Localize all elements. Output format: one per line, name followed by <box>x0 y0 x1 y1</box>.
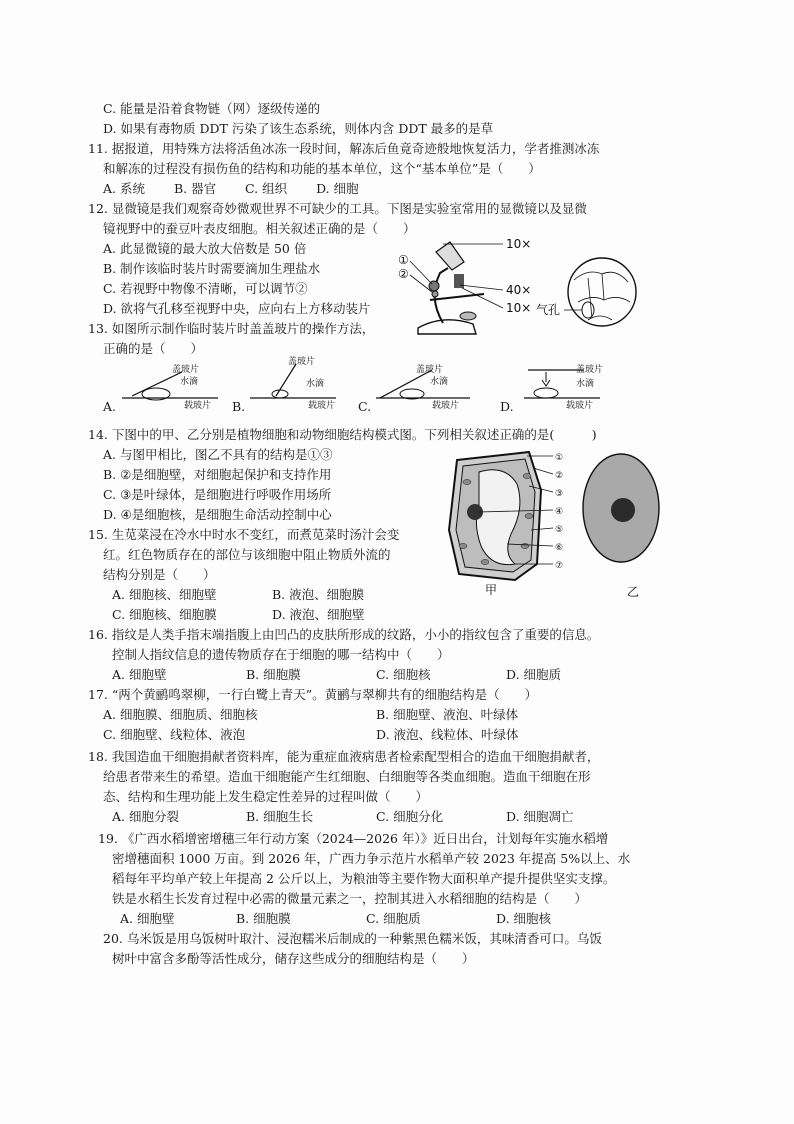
q15-stem-line3: 结构分别是（ ） <box>103 567 216 582</box>
q16-option-c: C. 细胞核 <box>376 667 431 682</box>
q18-stem-line1: 18. 我国造血干细胞捐献者资料库，能为重症血液病患者检索配型相合的造血干细胞捐献者， <box>88 749 600 764</box>
svg-text:⑤: ⑤ <box>555 525 564 535</box>
objective-magnification: 40× <box>506 283 532 297</box>
q18-option-c: C. 细胞分化 <box>376 809 444 824</box>
q13-stem-line1: 13. 如图所示制作临时装片时盖盖玻片的操作方法， <box>88 321 375 336</box>
marker-1: ① <box>398 253 409 267</box>
q19-option-b: B. 细胞膜 <box>236 911 291 926</box>
fine-knob <box>432 291 438 297</box>
q14-option-d: D. ④是细胞核，是细胞生命活动控制中心 <box>103 507 332 522</box>
q12-option-b: B. 制作该临时装片时需要滴加生理盐水 <box>103 261 321 276</box>
svg-text:水滴: 水滴 <box>430 377 449 387</box>
svg-text:①: ① <box>555 453 564 463</box>
q15-stem-line1: 15. 生苋菜浸在冷水中时水不变红，而煮苋菜时汤汁会变 <box>88 527 400 542</box>
coverslip-option-a <box>118 358 238 413</box>
q18-stem-line2: 给患者带来生的希望。造血干细胞能产生红细胞、白细胞等各类血细胞。造血干细胞在形 <box>103 769 591 784</box>
microscope-figure <box>388 228 638 343</box>
animal-nucleus <box>611 498 635 522</box>
microscope-mirror <box>460 312 476 320</box>
svg-text:②: ② <box>555 471 564 481</box>
svg-text:载玻片: 载玻片 <box>308 401 336 411</box>
svg-text:⑦: ⑦ <box>555 561 564 571</box>
q17-option-b: B. 细胞壁、液泡、叶绿体 <box>376 707 519 722</box>
stoma-label: 气孔 <box>536 303 561 317</box>
q11-options: A. 系统 B. 器官 C. 组织 D. 细胞 <box>103 181 359 196</box>
q18-stem-line3: 态、结构和生理功能上发生稳定性差异的过程叫做（ ） <box>103 789 429 804</box>
q17-option-c: C. 细胞壁、线粒体、液泡 <box>103 727 246 742</box>
q17-option-a: A. 细胞膜、细胞质、细胞核 <box>103 707 258 722</box>
q19-option-a: A. 细胞壁 <box>120 911 175 926</box>
q16-option-b: B. 细胞膜 <box>246 667 301 682</box>
q11-stem-line1: 11. 据报道，用特殊方法将活鱼冰冻一段时间，解冻后鱼竟奇迹般地恢复活力，学者推测冰冻 <box>88 141 600 156</box>
svg-text:⑥: ⑥ <box>555 543 564 553</box>
q19-stem-line1: 19. 《广西水稻增密增穗三年行动方案（2024—2026 年）》近日出台，计划每年实施水稻增 <box>98 831 609 846</box>
q17-stem: 17. “两个黄鹂鸣翠柳，一行白鹭上青天”。黄鹂与翠柳共有的细胞结构是（ ） <box>88 687 538 702</box>
microscope-objective <box>454 274 464 288</box>
q10-option-c: C. 能量是沿着食物链（网）逐级传递的 <box>103 101 321 116</box>
q20-stem-line1: 20. 乌米饭是用乌饭树叶取汁、浸泡糯米后制成的一种紫黑色糯米饭，其味清香可口。乌饭 <box>103 931 602 946</box>
q16-option-d: D. 细胞质 <box>506 667 562 682</box>
svg-text:载玻片: 载玻片 <box>432 401 460 411</box>
q15-stem-line2: 红。红色物质存在的部位与该细胞中阻止物质外流的 <box>103 547 391 562</box>
q16-option-a: A. 细胞壁 <box>112 667 167 682</box>
q13-option-b-letter: B. <box>232 399 246 414</box>
svg-text:水滴: 水滴 <box>306 379 325 389</box>
q13-option-a-letter: A. <box>103 399 117 414</box>
q13-option-c-letter: C. <box>358 399 372 414</box>
marker-2: ② <box>398 267 409 281</box>
q12-stem-line2: 镜视野中的蚕豆叶表皮细胞。相关叙述正确的是（ ） <box>103 221 416 236</box>
q13-option-d-letter: D. <box>500 399 514 414</box>
coverslip-option-d <box>520 360 640 412</box>
coverslip-option-b <box>246 354 361 412</box>
label-yi: 乙 <box>627 585 640 599</box>
q19-stem-line3: 稻每年平均单产较上年提高 2 公斤以上，为粮油等主要作物大面积单产提升提供坚实支撑。 <box>112 871 616 886</box>
q12-stem-line1: 12. 显微镜是我们观察奇妙微观世界不可缺少的工具。下图是实验室常用的显微镜以及显微 <box>88 201 587 216</box>
q14-stem: 14. 下图中的甲、乙分别是植物细胞和动物细胞结构模式图。下列相关叙述正确的是( ) <box>88 427 597 442</box>
cell-structure-figure <box>445 446 667 602</box>
q14-option-a: A. 与图甲相比，图乙不具有的结构是①③ <box>103 447 333 462</box>
microscope-base <box>418 320 476 334</box>
svg-text:水滴: 水滴 <box>576 379 595 389</box>
q19-option-d: D. 细胞核 <box>496 911 552 926</box>
svg-text:载玻片: 载玻片 <box>566 401 594 411</box>
q18-option-a: A. 细胞分裂 <box>112 809 179 824</box>
label-jia: 甲 <box>485 583 498 597</box>
svg-text:水滴: 水滴 <box>180 377 199 387</box>
q12-option-a: A. 此显微镜的最大放大倍数是 50 倍 <box>103 241 307 256</box>
svg-text:盖玻片: 盖玻片 <box>288 357 316 367</box>
objective-magnification-low: 10× <box>506 301 532 315</box>
svg-text:③: ③ <box>555 489 564 499</box>
q13-stem-line2: 正确的是（ ） <box>103 341 204 356</box>
q18-option-d: D. 细胞凋亡 <box>506 809 574 824</box>
svg-text:盖玻片: 盖玻片 <box>576 365 604 375</box>
q19-stem-line4: 铁是水稻生长发育过程中必需的微量元素之一，控制其进入水稻细胞的结构是（ ） <box>112 891 588 906</box>
svg-text:盖玻片: 盖玻片 <box>172 365 200 375</box>
q16-stem-line1: 16. 指纹是人类手指末端指腹上由凹凸的皮肤所形成的纹路，小小的指纹包含了重要的信息。 <box>88 627 600 642</box>
svg-text:盖玻片: 盖玻片 <box>416 365 444 375</box>
q15-option-d: D. 液泡、细胞壁 <box>272 607 365 622</box>
coverslip-option-c <box>372 360 492 412</box>
q12-option-c: C. 若视野中物像不清晰，可以调节② <box>103 281 308 296</box>
q19-stem-line2: 密增穗面积 1000 万亩。到 2026 年，广西力争示范片水稻单产较 2023 年提高 5%以上、水 <box>112 851 631 866</box>
svg-text:④: ④ <box>555 507 564 517</box>
q15-option-c: C. 细胞核、细胞膜 <box>112 607 217 622</box>
q10-option-d: D. 如果有毒物质 DDT 污染了该生态系统，则体内含 DDT 最多的是草 <box>103 121 494 136</box>
q18-option-b: B. 细胞生长 <box>246 809 314 824</box>
q15-option-b: B. 液泡、细胞膜 <box>272 587 365 602</box>
microscope-tube <box>436 242 464 270</box>
q19-option-c: C. 细胞质 <box>366 911 421 926</box>
svg-text:载玻片: 载玻片 <box>184 401 212 411</box>
q17-option-d: D. 液泡、线粒体、叶绿体 <box>376 727 519 742</box>
q14-option-c: C. ③是叶绿体，是细胞进行呼吸作用场所 <box>103 487 332 502</box>
q12-option-d: D. 欲将气孔移至视野中央，应向右上方移动装片 <box>103 301 371 316</box>
q11-stem-line2: 和解冻的过程没有损伤鱼的结构和功能的基本单位，这个“基本单位”是（ ） <box>103 161 541 176</box>
eyepiece-magnification: 10× <box>506 237 532 251</box>
q20-stem-line2: 树叶中富含多酚等活性成分，储存这些成分的细胞结构是（ ） <box>112 951 475 966</box>
q15-option-a: A. 细胞核、细胞壁 <box>112 587 217 602</box>
stoma-cell <box>582 302 594 318</box>
q16-stem-line2: 控制人指纹信息的遗传物质存在于细胞的哪一结构中（ ） <box>112 647 450 662</box>
q14-option-b: B. ②是细胞壁，对细胞起保护和支持作用 <box>103 467 332 482</box>
